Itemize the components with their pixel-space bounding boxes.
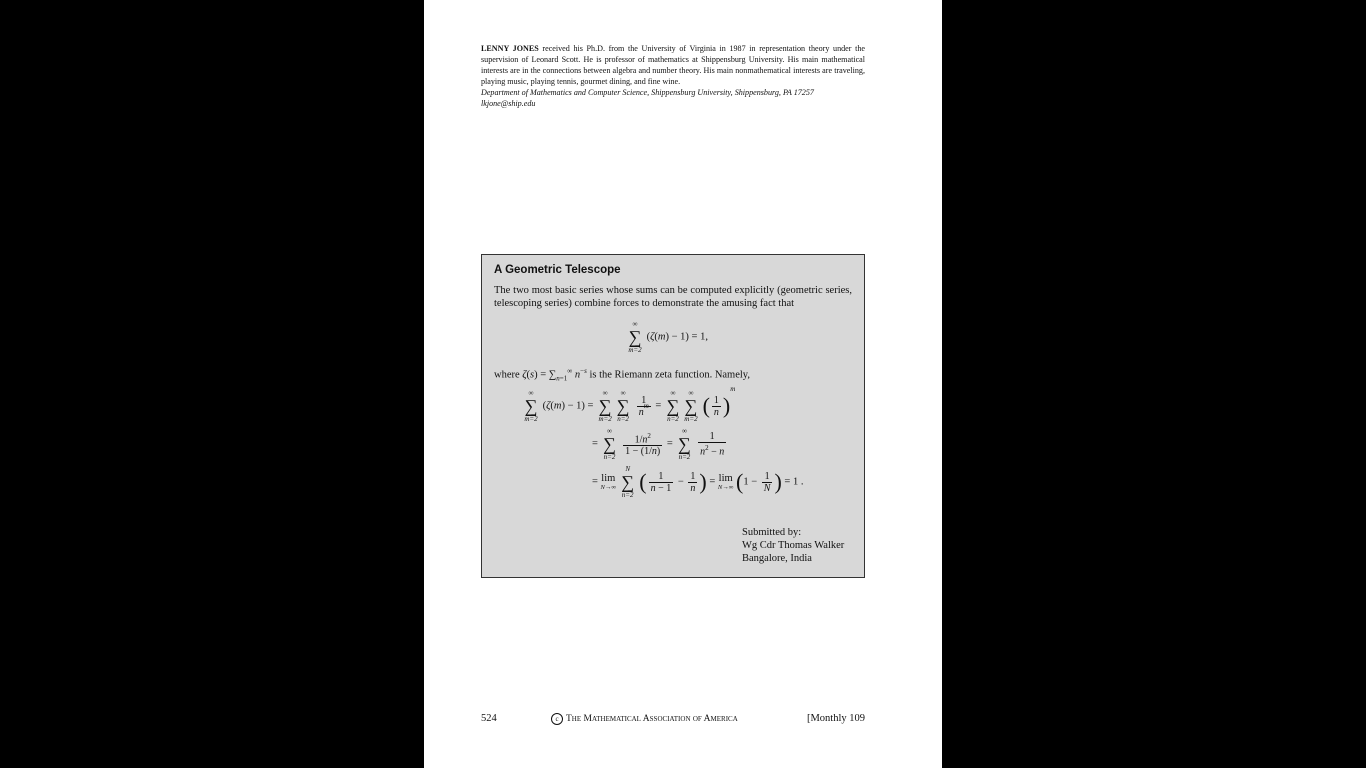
submitted-by (742, 526, 844, 565)
journal-reference: [Monthly 109 (806, 713, 865, 724)
where-suffix: is the Riemann zeta function. Namely, (586, 369, 750, 381)
author-name: LENNY JONES (481, 44, 539, 53)
derivation-line-2: = ∞ ∑ n=2 $\frac{1/n^2}{1 - (1/n)}$ = ∞ ∑ n=2 $\frac{1}{n^2 - n}$ (592, 427, 725, 461)
zeta-definition: where $\zeta(s) = \sum_{n=1}^\infty$ $n^{-s}$ is the Riemann zeta function. Namely, (494, 367, 750, 383)
box-title: A Geometric Telescope (494, 264, 621, 276)
copyright-icon: c (551, 713, 563, 725)
bio-text: received his Ph.D. from the University of Virginia in 1987 in representation theory under the supervision of Leonard Scott. He is professor of mathematics at Shippensburg University. His main mathematical interests are in the connections between algebra and number theory. His main nonmathematical interests are traveling, playing music, playing tennis, gourmet dining, and fine wine. (481, 44, 865, 86)
document-page (424, 0, 942, 768)
box-intro: The two most basic series whose sums can be computed explicitly (geometric series, telescoping series) combine forces to demonstrate the amusing fact that (494, 285, 852, 309)
author-email: lkjone@ship.edu (481, 99, 536, 108)
derivation-line-1: ∞ ∑ m=2 (ζ(m) − 1) = ∞ ∑ m=2 ∞ ∑ n=2 $\frac{1}{n^m}$ = ∞ ∑ n=2 ∞ ∑ m=2 ( $\frac{1}{n}$ )$^m$ (524, 385, 736, 423)
author-bio (481, 43, 865, 109)
author-department: Department of Mathematics and Computer Science, Shippensburg University, Shippensburg, PA 17257 (481, 88, 814, 97)
submitter-name: Wg Cdr Thomas Walker (742, 540, 845, 551)
copyright-line (551, 713, 738, 725)
submitted-label: Submitted by: (742, 527, 802, 538)
main-equation: ∞ ∑ m=2 (ζ(m) − 1) = 1, (628, 320, 708, 354)
where-prefix: where (494, 369, 523, 381)
telescope-box (481, 254, 865, 578)
derivation-line-3: = lim N→∞ N ∑ n=2 ( $\frac{1}{n - 1}$ − $\frac{1}{n}$ ) = lim N→∞ (1 − $\frac{1}{N}$ ) = 1 . (592, 465, 804, 499)
association-name: The Mathematical Association of America (566, 714, 738, 724)
submitter-location: Bangalore, India (742, 553, 812, 564)
page-number: 524 (481, 713, 497, 724)
